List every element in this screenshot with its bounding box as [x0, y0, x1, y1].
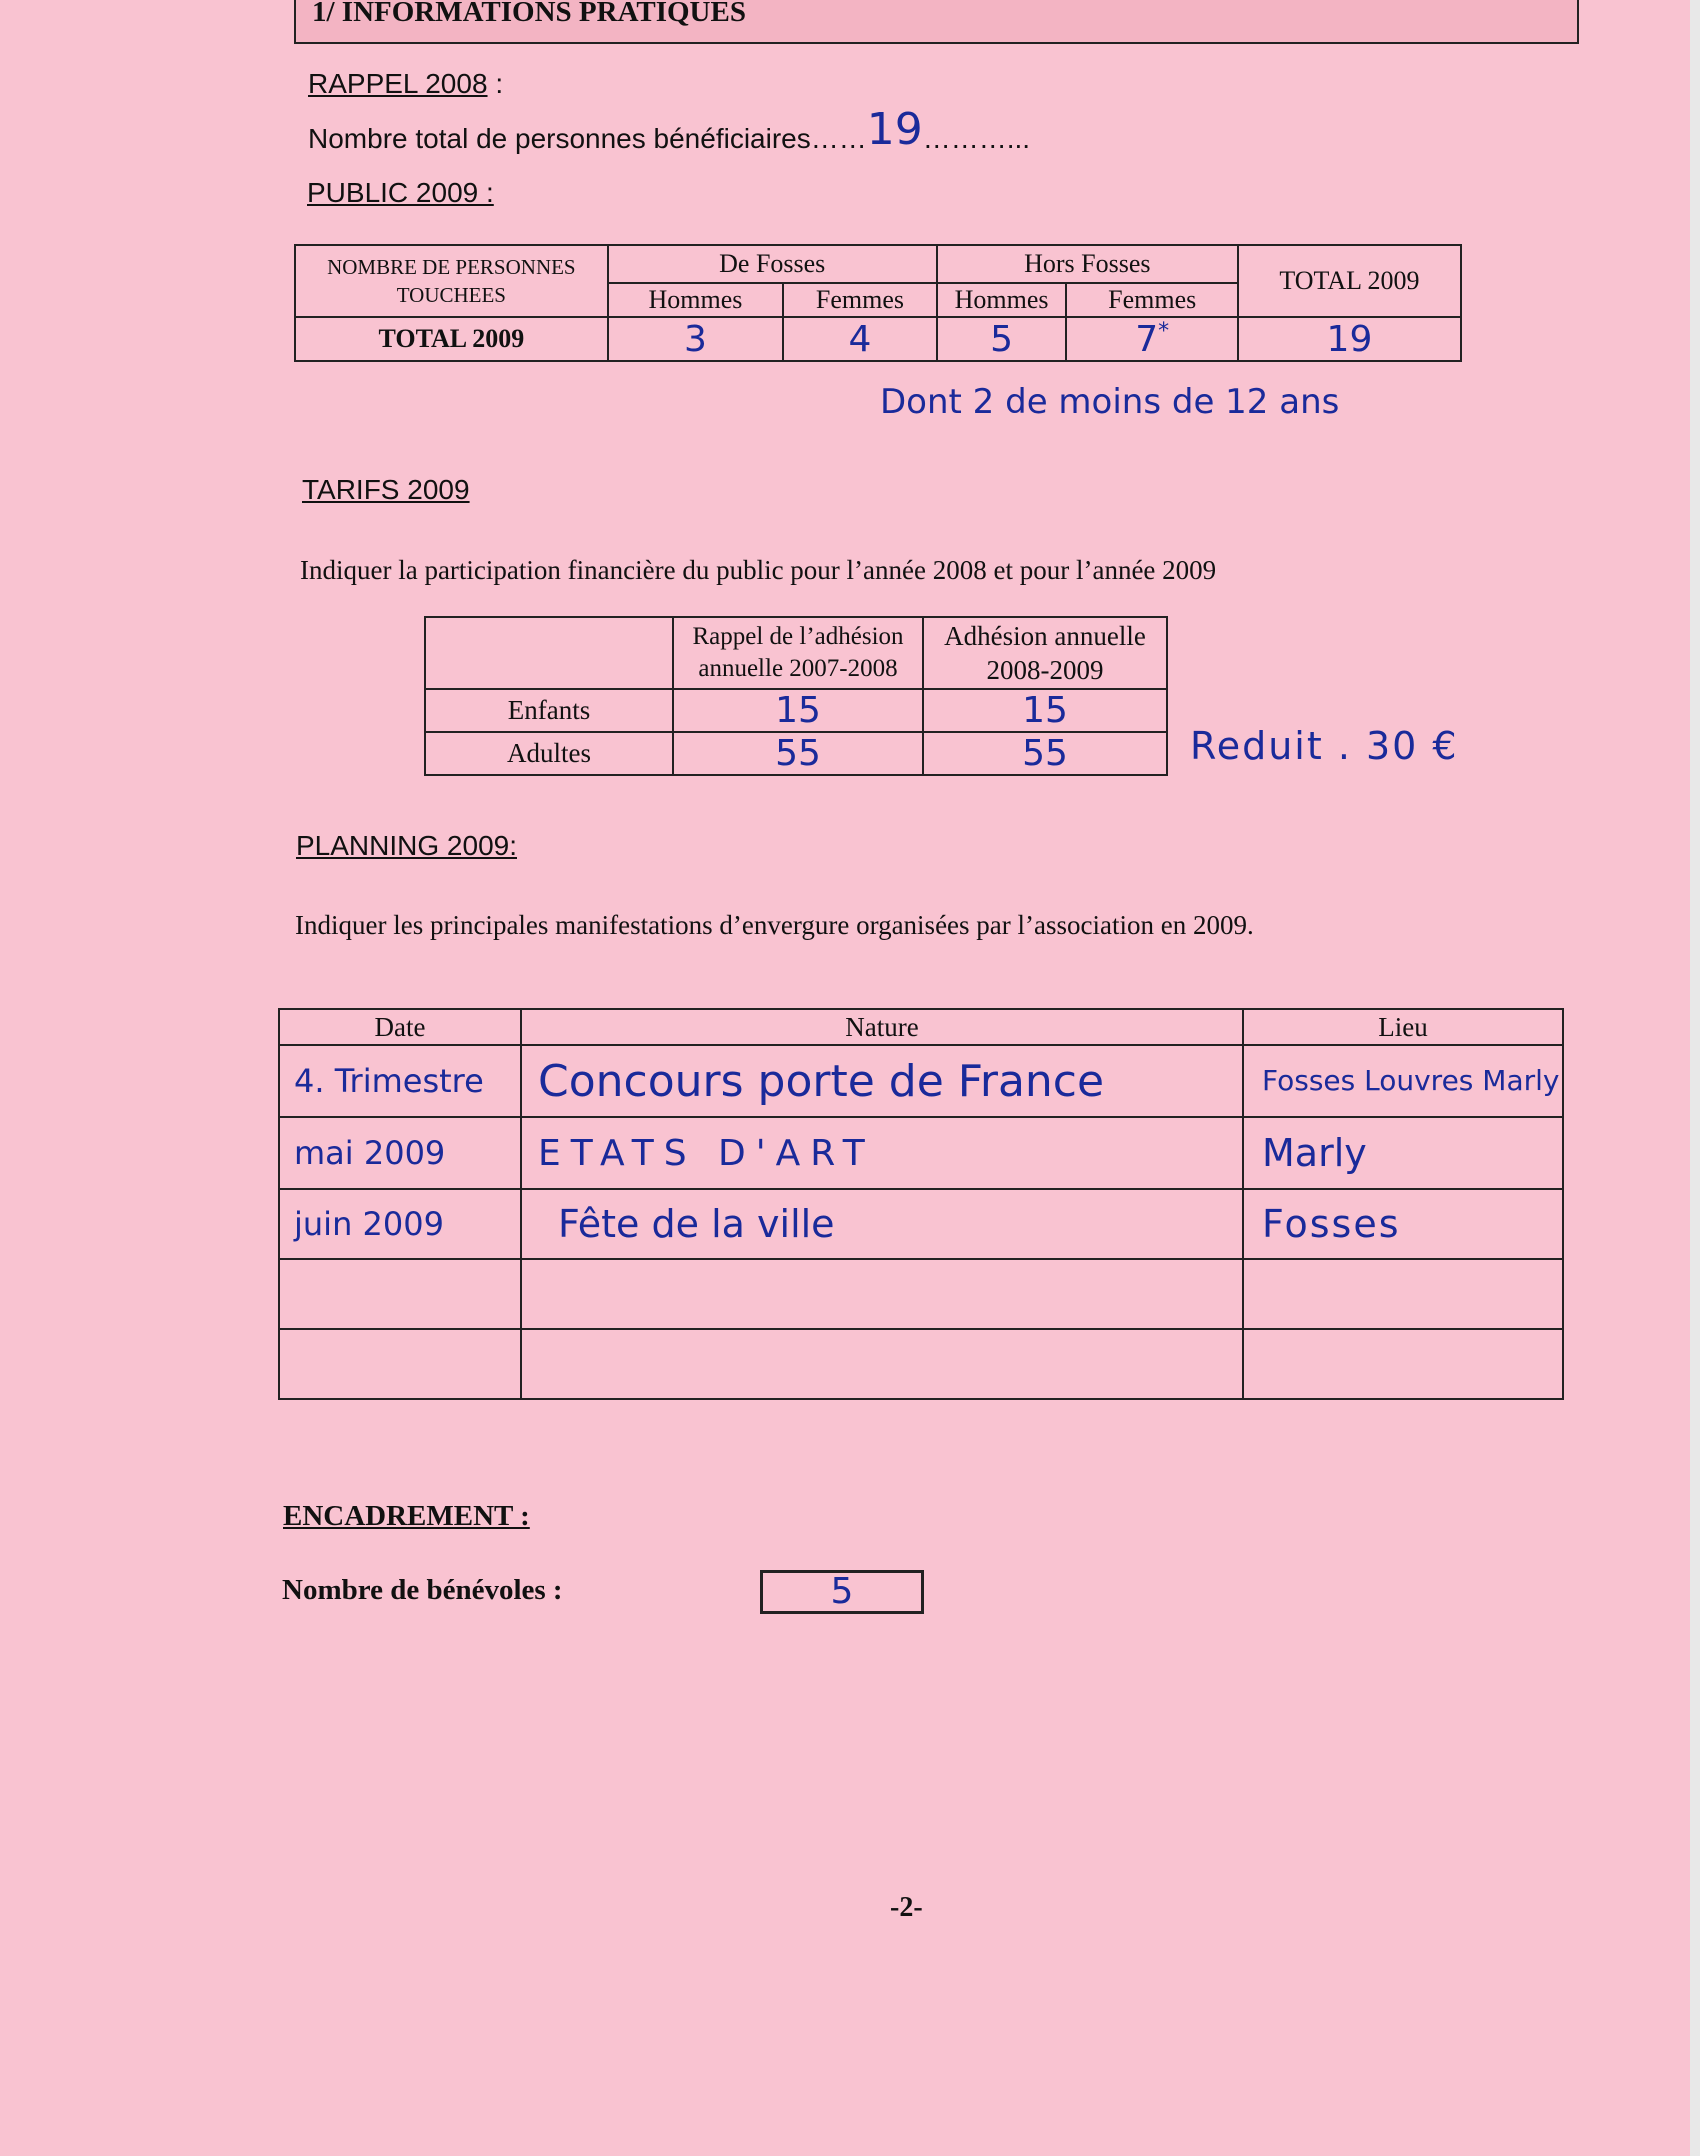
planning-lieu: Marly [1243, 1117, 1563, 1189]
public-heading: PUBLIC 2009 : [307, 177, 494, 208]
volunteers-count-box: 5 [760, 1570, 924, 1614]
public-value-hommes-de: 3 [608, 317, 783, 361]
encadrement-heading: ENCADREMENT : [283, 1500, 530, 1532]
tarifs-value: 15 [673, 689, 923, 732]
planning-date: mai 2009 [279, 1117, 521, 1189]
tarifs-corner [425, 617, 673, 689]
public-total-header: TOTAL 2009 [1238, 245, 1461, 317]
tarifs-heading: TARIFS 2009 [302, 474, 470, 505]
tarifs-note: Reduit . 30 € [1190, 724, 1459, 768]
planning-lieu [1243, 1259, 1563, 1329]
planning-nature: ETATS D'ART [521, 1117, 1243, 1189]
tarifs-table [424, 616, 1168, 776]
public-hommes-de: Hommes [608, 283, 783, 317]
planning-header-nature: Nature [521, 1009, 1243, 1045]
public-hommes-hors: Hommes [937, 283, 1067, 317]
planning-nature: Concours porte de France [521, 1045, 1243, 1117]
rappel-dots-before: …… [810, 123, 867, 154]
planning-date [279, 1329, 521, 1399]
planning-lieu: Fosses [1243, 1189, 1563, 1259]
planning-nature: Fête de la ville [521, 1189, 1243, 1259]
table-row [279, 1117, 1563, 1189]
public-femmes-de: Femmes [783, 283, 937, 317]
tarifs-col1-header: Rappel de l’adhésion annuelle 2007-2008 [673, 617, 923, 689]
planning-instruction: Indiquer les principales manifestations d’envergure organisées par l’association en 2009. [295, 910, 1254, 940]
public-star: * [1158, 318, 1170, 344]
page-number: -2- [890, 1892, 923, 1923]
public-table [294, 244, 1462, 362]
planning-header-lieu: Lieu [1243, 1009, 1563, 1045]
rappel-line [308, 104, 1031, 159]
rappel-heading-line [308, 68, 503, 100]
planning-date [279, 1259, 521, 1329]
table-row [279, 1329, 1563, 1399]
planning-header-date: Date [279, 1009, 521, 1045]
rappel-colon: : [495, 68, 504, 99]
encadrement-label: Nombre de bénévoles : [282, 1574, 563, 1606]
tarifs-row-label: Enfants [425, 689, 673, 732]
rappel-dots-after: ………... [922, 123, 1031, 154]
table-row [279, 1189, 1563, 1259]
rappel-value: 19 [866, 104, 923, 155]
rappel-label: Nombre total de personnes bénéficiaires [308, 123, 811, 154]
public-value-total: 19 [1238, 317, 1461, 361]
planning-date: 4. Trimestre [279, 1045, 521, 1117]
rappel-heading: RAPPEL 2008 [308, 68, 488, 99]
tarifs-value: 15 [923, 689, 1167, 732]
table-row [279, 1045, 1563, 1117]
public-note: Dont 2 de moins de 12 ans [880, 382, 1340, 422]
public-value-femmes-hors-cell [1066, 317, 1237, 361]
tarifs-value: 55 [673, 732, 923, 775]
page-edge [1690, 0, 1700, 2156]
public-value-femmes-de: 4 [783, 317, 937, 361]
table-row [279, 1259, 1563, 1329]
public-value-hommes-hors: 5 [937, 317, 1067, 361]
planning-date: juin 2009 [279, 1189, 521, 1259]
section-title: 1/ INFORMATIONS PRATIQUES [312, 0, 746, 28]
section-banner [294, 0, 1579, 44]
public-corner-label: NOMBRE DE PERSONNES TOUCHEES [295, 245, 608, 317]
planning-nature [521, 1329, 1243, 1399]
public-value-femmes-hors: 7 [1135, 318, 1159, 360]
tarifs-value: 55 [923, 732, 1167, 775]
planning-heading: PLANNING 2009: [296, 830, 517, 861]
public-row-label: TOTAL 2009 [295, 317, 608, 361]
planning-nature [521, 1259, 1243, 1329]
public-group-de: De Fosses [608, 245, 937, 283]
public-group-hors: Hors Fosses [937, 245, 1238, 283]
tarifs-instruction: Indiquer la participation financière du public pour l’année 2008 et pour l’année 2009 [300, 555, 1217, 585]
tarifs-row-label: Adultes [425, 732, 673, 775]
planning-lieu [1243, 1329, 1563, 1399]
planning-lieu: Fosses Louvres Marly [1243, 1045, 1563, 1117]
public-femmes-hors: Femmes [1066, 283, 1237, 317]
planning-table [278, 1008, 1564, 1400]
tarifs-col2-header: Adhésion annuelle 2008-2009 [923, 617, 1167, 689]
